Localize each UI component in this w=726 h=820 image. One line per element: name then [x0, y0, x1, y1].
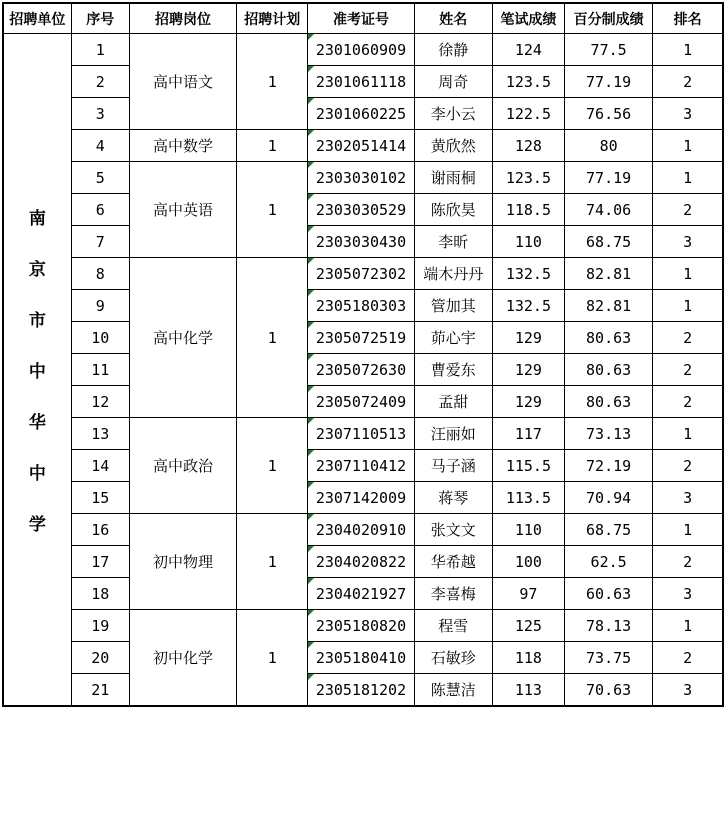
- ticket-number: 2305180410: [308, 642, 414, 674]
- candidate-name: 茆心宇: [414, 322, 492, 354]
- candidate-name: 曹爱东: [414, 354, 492, 386]
- row-number: 19: [71, 610, 129, 642]
- position-cell: 高中数学: [129, 130, 236, 162]
- row-number: 6: [71, 194, 129, 226]
- ticket-number: 2305072302: [308, 258, 414, 290]
- percent-score: 80: [565, 130, 653, 162]
- unit-char: 南: [28, 209, 46, 229]
- row-number: 4: [71, 130, 129, 162]
- table-row: [3, 386, 723, 418]
- written-score: 132.5: [492, 290, 564, 322]
- table-row: [3, 514, 723, 546]
- ticket-number: 2303030430: [308, 226, 414, 258]
- table-row: [3, 450, 723, 482]
- rank: 3: [653, 482, 723, 514]
- position-cell: 高中政治: [129, 418, 236, 514]
- rank: 1: [653, 610, 723, 642]
- ticket-number: 2305180303: [308, 290, 414, 322]
- table-row: [3, 418, 723, 450]
- candidate-name: 汪丽如: [414, 418, 492, 450]
- ticket-number: 2304020910: [308, 514, 414, 546]
- rank: 1: [653, 130, 723, 162]
- candidate-name: 李小云: [414, 98, 492, 130]
- written-score: 124: [492, 34, 564, 66]
- candidate-name: 程雪: [414, 610, 492, 642]
- ticket-number: 2307110513: [308, 418, 414, 450]
- rank: 2: [653, 642, 723, 674]
- row-number: 17: [71, 546, 129, 578]
- candidate-name: 徐静: [414, 34, 492, 66]
- header-unit: 招聘单位: [3, 3, 71, 34]
- percent-score: 74.06: [565, 194, 653, 226]
- plan-cell: 1: [237, 130, 308, 162]
- row-number: 11: [71, 354, 129, 386]
- ticket-number: 2305072519: [308, 322, 414, 354]
- plan-cell: 1: [237, 418, 308, 514]
- candidate-name: 石敏珍: [414, 642, 492, 674]
- row-number: 2: [71, 66, 129, 98]
- rank: 1: [653, 34, 723, 66]
- candidate-name: 马子涵: [414, 450, 492, 482]
- written-score: 117: [492, 418, 564, 450]
- table-row: [3, 162, 723, 194]
- table-row: [3, 258, 723, 290]
- plan-cell: 1: [237, 514, 308, 610]
- unit-char: 京: [28, 260, 46, 280]
- header-percent: 百分制成绩: [565, 3, 653, 34]
- header-row: [3, 3, 723, 34]
- written-score: 110: [492, 226, 564, 258]
- position-cell: 初中物理: [129, 514, 236, 610]
- written-score: 125: [492, 610, 564, 642]
- unit-char: 华: [28, 413, 46, 433]
- percent-score: 62.5: [565, 546, 653, 578]
- rank: 2: [653, 354, 723, 386]
- candidate-name: 黄欣然: [414, 130, 492, 162]
- plan-cell: 1: [237, 258, 308, 418]
- rank: 2: [653, 450, 723, 482]
- candidate-name: 谢雨桐: [414, 162, 492, 194]
- row-number: 21: [71, 674, 129, 707]
- header-position: 招聘岗位: [129, 3, 236, 34]
- row-number: 13: [71, 418, 129, 450]
- position-cell: 高中化学: [129, 258, 236, 418]
- rank: 3: [653, 578, 723, 610]
- row-number: 18: [71, 578, 129, 610]
- table-row: [3, 66, 723, 98]
- percent-score: 72.19: [565, 450, 653, 482]
- row-number: 16: [71, 514, 129, 546]
- plan-cell: 1: [237, 34, 308, 130]
- percent-score: 82.81: [565, 290, 653, 322]
- percent-score: 78.13: [565, 610, 653, 642]
- percent-score: 68.75: [565, 514, 653, 546]
- written-score: 110: [492, 514, 564, 546]
- table-row: [3, 642, 723, 674]
- percent-score: 68.75: [565, 226, 653, 258]
- table-row: [3, 546, 723, 578]
- percent-score: 77.19: [565, 162, 653, 194]
- ticket-number: 2305180820: [308, 610, 414, 642]
- header-plan: 招聘计划: [237, 3, 308, 34]
- row-number: 3: [71, 98, 129, 130]
- ticket-number: 2304020822: [308, 546, 414, 578]
- table-row: [3, 98, 723, 130]
- table-row: [3, 130, 723, 162]
- unit-char: 学: [28, 515, 46, 535]
- ticket-number: 2305072409: [308, 386, 414, 418]
- row-number: 1: [71, 34, 129, 66]
- ticket-number: 2301060909: [308, 34, 414, 66]
- candidate-name: 华希越: [414, 546, 492, 578]
- written-score: 132.5: [492, 258, 564, 290]
- rank: 1: [653, 514, 723, 546]
- table-row: [3, 354, 723, 386]
- written-score: 123.5: [492, 162, 564, 194]
- row-number: 15: [71, 482, 129, 514]
- candidate-name: 李喜梅: [414, 578, 492, 610]
- candidate-name: 孟甜: [414, 386, 492, 418]
- row-number: 7: [71, 226, 129, 258]
- rank: 3: [653, 98, 723, 130]
- percent-score: 60.63: [565, 578, 653, 610]
- written-score: 123.5: [492, 66, 564, 98]
- rank: 3: [653, 674, 723, 707]
- candidate-name: 周奇: [414, 66, 492, 98]
- row-number: 9: [71, 290, 129, 322]
- percent-score: 73.75: [565, 642, 653, 674]
- ticket-number: 2303030102: [308, 162, 414, 194]
- unit-cell: [3, 34, 71, 707]
- written-score: 115.5: [492, 450, 564, 482]
- header-ticket: 准考证号: [308, 3, 414, 34]
- candidate-name: 陈慧洁: [414, 674, 492, 707]
- ticket-number: 2303030529: [308, 194, 414, 226]
- table-row: [3, 290, 723, 322]
- written-score: 122.5: [492, 98, 564, 130]
- percent-score: 80.63: [565, 322, 653, 354]
- table-row: [3, 674, 723, 707]
- unit-char: 中: [28, 464, 46, 484]
- unit-char: 中: [28, 362, 46, 382]
- table-row: [3, 322, 723, 354]
- header-name: 姓名: [414, 3, 492, 34]
- row-number: 14: [71, 450, 129, 482]
- plan-cell: 1: [237, 610, 308, 707]
- ticket-number: 2301060225: [308, 98, 414, 130]
- candidate-name: 端木丹丹: [414, 258, 492, 290]
- candidate-name: 蒋琴: [414, 482, 492, 514]
- row-number: 20: [71, 642, 129, 674]
- rank: 2: [653, 322, 723, 354]
- percent-score: 73.13: [565, 418, 653, 450]
- written-score: 113.5: [492, 482, 564, 514]
- percent-score: 82.81: [565, 258, 653, 290]
- written-score: 100: [492, 546, 564, 578]
- percent-score: 80.63: [565, 354, 653, 386]
- percent-score: 77.19: [565, 66, 653, 98]
- table-row: [3, 226, 723, 258]
- percent-score: 76.56: [565, 98, 653, 130]
- written-score: 113: [492, 674, 564, 707]
- unit-char: 市: [28, 311, 46, 331]
- ticket-number: 2307110412: [308, 450, 414, 482]
- candidate-name: 陈欣昊: [414, 194, 492, 226]
- percent-score: 80.63: [565, 386, 653, 418]
- ticket-number: 2301061118: [308, 66, 414, 98]
- header-no: 序号: [71, 3, 129, 34]
- table-body: [3, 34, 723, 707]
- rank: 1: [653, 162, 723, 194]
- results-table: [2, 2, 724, 707]
- candidate-name: 管加其: [414, 290, 492, 322]
- rank: 2: [653, 66, 723, 98]
- position-cell: 初中化学: [129, 610, 236, 707]
- row-number: 10: [71, 322, 129, 354]
- ticket-number: 2302051414: [308, 130, 414, 162]
- unit-name: [4, 204, 71, 535]
- table-row: [3, 194, 723, 226]
- ticket-number: 2305072630: [308, 354, 414, 386]
- rank: 2: [653, 386, 723, 418]
- row-number: 12: [71, 386, 129, 418]
- ticket-number: 2307142009: [308, 482, 414, 514]
- rank: 2: [653, 546, 723, 578]
- percent-score: 70.63: [565, 674, 653, 707]
- header-score: 笔试成绩: [492, 3, 564, 34]
- rank: 1: [653, 290, 723, 322]
- written-score: 129: [492, 386, 564, 418]
- candidate-name: 李昕: [414, 226, 492, 258]
- ticket-number: 2304021927: [308, 578, 414, 610]
- row-number: 5: [71, 162, 129, 194]
- written-score: 128: [492, 130, 564, 162]
- row-number: 8: [71, 258, 129, 290]
- percent-score: 77.5: [565, 34, 653, 66]
- rank: 2: [653, 194, 723, 226]
- written-score: 129: [492, 354, 564, 386]
- position-cell: 高中英语: [129, 162, 236, 258]
- candidate-name: 张文文: [414, 514, 492, 546]
- header-rank: 排名: [653, 3, 723, 34]
- table-row: [3, 578, 723, 610]
- rank: 1: [653, 258, 723, 290]
- position-cell: 高中语文: [129, 34, 236, 130]
- written-score: 129: [492, 322, 564, 354]
- plan-cell: 1: [237, 162, 308, 258]
- written-score: 118: [492, 642, 564, 674]
- ticket-number: 2305181202: [308, 674, 414, 707]
- rank: 1: [653, 418, 723, 450]
- written-score: 118.5: [492, 194, 564, 226]
- written-score: 97: [492, 578, 564, 610]
- percent-score: 70.94: [565, 482, 653, 514]
- table-row: [3, 482, 723, 514]
- table-row: [3, 610, 723, 642]
- rank: 3: [653, 226, 723, 258]
- table-row: [3, 34, 723, 66]
